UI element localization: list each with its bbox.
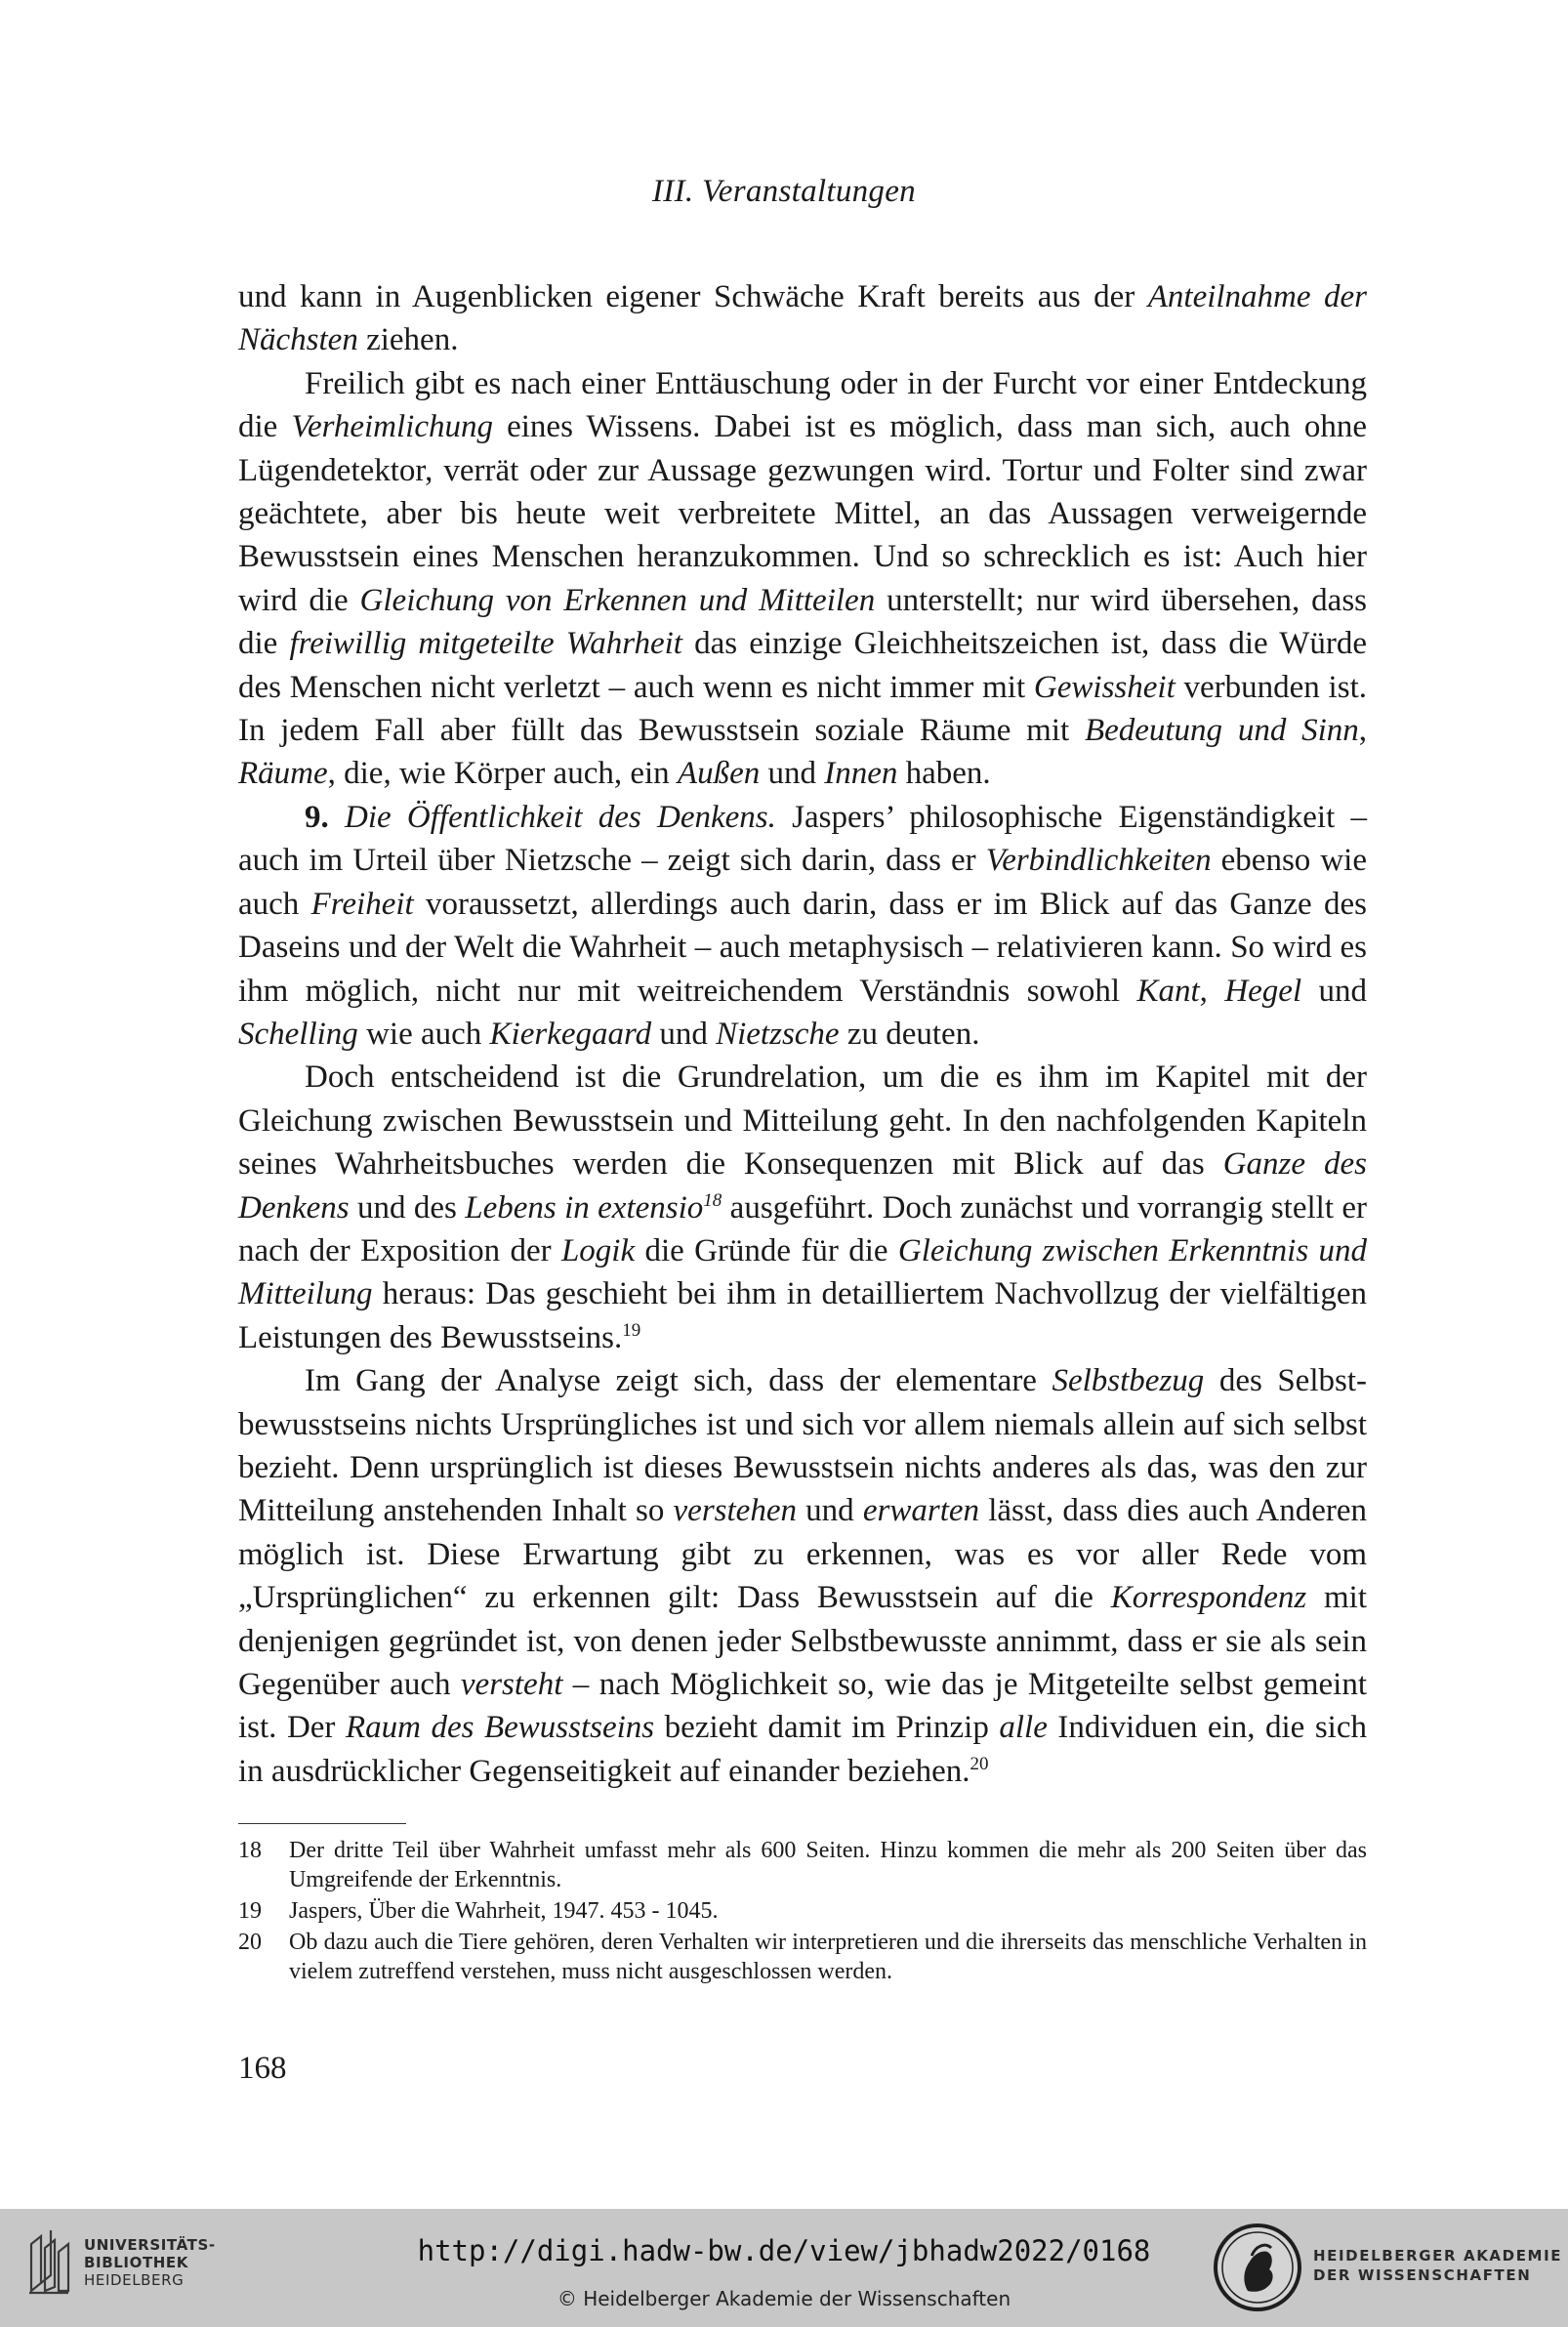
- text-run: Im Gang der Analyse zeigt sich, dass der elementare: [305, 1363, 1052, 1399]
- text-run: ausgeführt. Doch zunächst und vorrangig stellt er nach der Exposition der: [238, 1189, 1367, 1268]
- footer-band: [0, 2209, 1568, 2327]
- footnote-reference: 18: [703, 1189, 722, 1211]
- emphasis-text: Verbindlichkeiten: [985, 843, 1212, 879]
- footnote: [238, 1836, 1367, 1894]
- body-paragraph: [238, 362, 1367, 796]
- text-run: und: [760, 756, 825, 792]
- footnote-reference: 20: [970, 1753, 989, 1774]
- footnote-number: 18: [238, 1838, 262, 1863]
- academy-seal-icon: [1213, 2223, 1302, 2312]
- emphasis-text: versteht: [460, 1667, 563, 1702]
- emphasis-text: Die Öffentlichkeit des Denkens.: [345, 799, 776, 835]
- emphasis-text: Räume: [238, 756, 328, 792]
- text-run: Freilich gibt es nach einer Enttäuschung oder in der Furcht vor einer Entdeckung die: [238, 365, 1367, 445]
- body-paragraph: [238, 796, 1367, 1056]
- text-run: und: [651, 1016, 717, 1052]
- text-run: Doch entscheidend ist die Grundrelation, um die es ihm im Kapitel mit der Gleichung zwischen Bewusstsein und Mitteilung geht. In den nachfolgenden Kapiteln seines Wahrheitsbuches werden die Konsequenzen mit Blick auf das: [238, 1060, 1367, 1183]
- text-run: eines Wissens. Dabei ist es möglich, dass man sich, auch ohne Lügendetektor, verrät oder zur Aussage gezwungen wird. Tortur und Folter sind zwar geächtete, aber bis heute weit verbreitete Mittel, an das Aussagen verweigernde Bewusstsein eines Menschen heranzukommen. Und so schrecklich es ist: Auch hier wird die: [238, 409, 1367, 618]
- text-run: Jaspers’ philosophische Eigenständigkeit – auch im Urteil über Nietzsche – zeigt sich darin, dass er: [238, 799, 1367, 879]
- text-run: voraussetzt, allerdings auch darin, dass er im Blick auf das Ganze des Daseins und der Welt die Wahrheit – auch metaphysisch – relativieren kann. So wird es ihm möglich, nicht nur mit weitreichendem Verständnis sowohl: [238, 886, 1367, 1009]
- text-run: des Selbstbewusstseins nichts Ursprüngliches ist und sich vor allem niemals allein auf sich selbst bezieht. Denn ursprünglich ist dieses Bewusstsein nichts anderes als das, was den zur Mitteilung anstehenden Inhalt so: [238, 1363, 1367, 1529]
- text-run: heraus: Das geschieht bei ihm in detailliertem Nachvollzug der vielfältigen Leistungen des Bewusstseins.: [238, 1276, 1367, 1355]
- body-paragraph: [238, 1056, 1367, 1359]
- body-paragraph: [238, 275, 1367, 362]
- footnote-text: Jaspers, Über die Wahrheit, 1947. 453 - 1045.: [289, 1898, 719, 1924]
- text-run: 9.: [305, 799, 346, 835]
- text-run: lässt, dass dies auch Anderen möglich ist. Diese Erwartung gibt zu erkennen, was es vor aller Rede vom „Ursprünglichen“ zu erkennen gilt: Dass Bewusstsein auf die: [238, 1493, 1368, 1616]
- emphasis-text: freiwillig mitgeteilte Wahrheit: [289, 626, 682, 662]
- text-run: und des: [349, 1189, 466, 1226]
- emphasis-text: Anteilnahme der Nächsten: [238, 279, 1367, 358]
- emphasis-text: verstehen: [673, 1493, 797, 1529]
- emphasis-text: Bedeutung und Sinn: [1084, 713, 1359, 749]
- emphasis-text: Freiheit: [310, 886, 414, 922]
- emphasis-text: Logik: [560, 1232, 636, 1268]
- footnote-text: Der dritte Teil über Wahrheit umfasst mehr als 600 Seiten. Hinzu kommen die mehr als 200 Seiten über das Umgreifende der Erkenntnis.: [289, 1838, 1367, 1892]
- text-run: ,: [1199, 973, 1225, 1009]
- text-run: und kann in Augenblicken eigener Schwäche Kraft bereits aus der: [238, 279, 1148, 314]
- emphasis-text: erwarten: [862, 1493, 980, 1529]
- text-run: das einzige Gleichheitszeichen ist, dass die Würde des Menschen nicht verletzt – auch wenn es nicht immer mit: [238, 626, 1367, 705]
- text-run: die Gründe für die: [635, 1232, 898, 1268]
- emphasis-text: Lebens in extensio: [465, 1189, 704, 1226]
- emphasis-text: Kierkegaard: [489, 1016, 652, 1052]
- source-url-link[interactable]: http://digi.hadw-bw.de/view/jbhadw2022/0168: [417, 2234, 1151, 2267]
- footnote: [238, 1896, 1367, 1926]
- emphasis-text: Kant: [1136, 973, 1200, 1009]
- text-run: haben.: [897, 756, 991, 792]
- footnote: [238, 1928, 1367, 1986]
- text-run: mit denjenigen gegründet ist, von denen jeder Selbstbewusste annimmt, dass er sie als sein Gegenüber auch: [238, 1580, 1367, 1702]
- body-paragraph: [238, 1359, 1367, 1793]
- emphasis-text: Gleichung zwischen Erkenntnis und Mitteilung: [238, 1232, 1368, 1312]
- emphasis-text: Außen: [677, 756, 761, 792]
- emphasis-text: Gewissheit: [1033, 669, 1176, 705]
- text-run: wie auch: [357, 1016, 490, 1052]
- emphasis-text: Ganze des Denkens: [238, 1146, 1367, 1226]
- emphasis-text: Selbstbezug: [1052, 1363, 1205, 1399]
- footnotes: [238, 1836, 1367, 1988]
- text-run: bezieht damit im Prinzip: [654, 1710, 1000, 1746]
- text-run: ebenso wie auch: [238, 843, 1367, 922]
- copyright-notice: © Heidelberger Akademie der Wissenschaften: [557, 2287, 1011, 2310]
- emphasis-text: Hegel: [1224, 973, 1302, 1009]
- text-run: – nach Möglichkeit so, wie das je Mitgeteilte selbst gemeint ist. Der: [238, 1667, 1367, 1746]
- footnote-reference: 19: [622, 1319, 641, 1341]
- text-run: und: [796, 1493, 863, 1529]
- text-run: Individuen ein, die sich in ausdrücklicher Gegenseitigkeit auf einander beziehen.: [238, 1710, 1367, 1789]
- text-run: unterstellt; nur wird übersehen, dass die: [238, 582, 1368, 662]
- running-head: III. Veranstaltungen: [652, 174, 916, 209]
- footnote-text: Ob dazu auch die Tiere gehören, deren Verhalten wir interpretieren und die ihrerseits das menschliche Verhalten in vielem zutreffend verstehen, muss nicht ausgeschlossen werden.: [289, 1930, 1367, 1984]
- text-run: , die, wie Körper auch, ein: [327, 756, 678, 792]
- emphasis-text: Innen: [824, 756, 898, 792]
- emphasis-text: alle: [999, 1710, 1048, 1746]
- emphasis-text: Korrespondenz: [1110, 1580, 1307, 1616]
- text-run: und: [1301, 973, 1368, 1009]
- footnote-rule: [238, 1823, 406, 1824]
- text-run: ziehen.: [357, 322, 459, 358]
- emphasis-text: Nietzsche: [716, 1016, 840, 1052]
- text-run: verbunden ist. In jedem Fall aber füllt das Bewusstsein soziale Räume mit: [238, 669, 1367, 749]
- footnote-number: 20: [238, 1930, 262, 1955]
- text-run: zu deuten.: [839, 1016, 980, 1052]
- library-logo-text: UNIVERSITÄTS- BIBLIOTHEK HEIDELBERG: [84, 2236, 216, 2289]
- emphasis-text: Verheimlichung: [291, 409, 493, 445]
- emphasis-text: Gleichung von Erkennen und Mitteilen: [359, 582, 876, 618]
- text-run: ,: [1358, 713, 1367, 749]
- academy-logo-text: HEIDELBERGER AKADEMIE DER WISSENSCHAFTEN: [1313, 2247, 1563, 2284]
- emphasis-text: Raum des Bewusstseins: [345, 1710, 655, 1746]
- page-number: 168: [238, 2051, 287, 2086]
- body-text: [238, 275, 1367, 1793]
- footnote-number: 19: [238, 1898, 262, 1924]
- emphasis-text: Schelling: [238, 1016, 358, 1052]
